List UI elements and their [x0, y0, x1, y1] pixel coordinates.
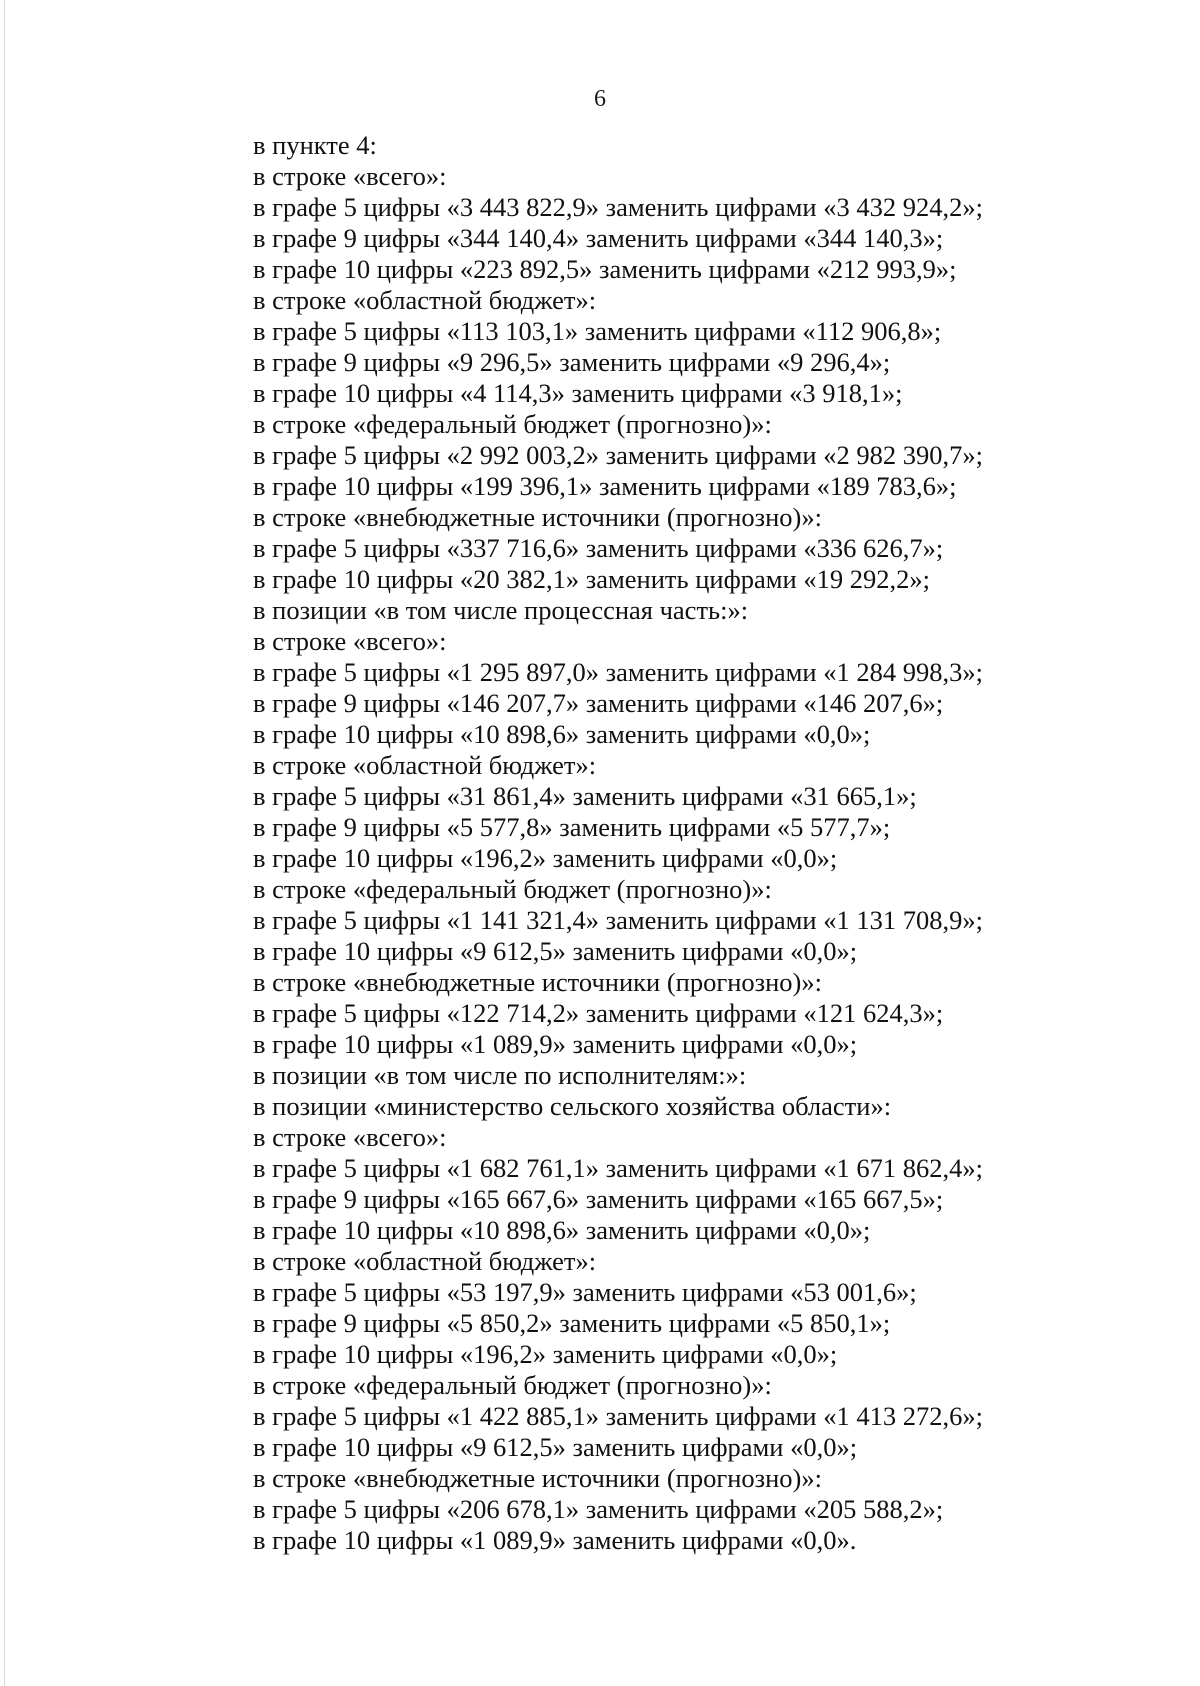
text-line: в строке «всего»:	[253, 161, 447, 191]
scan-edge-line	[4, 0, 5, 1686]
text-line: в графе 5 цифры «53 197,9» заменить цифрами «53 001,6»;	[253, 1277, 917, 1307]
text-line: в графе 10 цифры «1 089,9» заменить цифрами «0,0».	[253, 1525, 857, 1555]
text-line: в позиции «в том числе по исполнителям:»:	[253, 1060, 747, 1090]
text-line: в графе 10 цифры «9 612,5» заменить цифрами «0,0»;	[253, 936, 858, 966]
text-line: в графе 10 цифры «196,2» заменить цифрами «0,0»;	[253, 1339, 838, 1369]
text-line: в позиции «в том числе процессная часть:»:	[253, 595, 749, 625]
text-line: в графе 10 цифры «10 898,6» заменить цифрами «0,0»;	[253, 719, 871, 749]
text-line: в графе 9 цифры «344 140,4» заменить цифрами «344 140,3»;	[253, 223, 944, 253]
text-line: в графе 9 цифры «9 296,5» заменить цифрами «9 296,4»;	[253, 347, 891, 377]
text-line: в графе 5 цифры «113 103,1» заменить цифрами «112 906,8»;	[253, 316, 942, 346]
amendment-text	[253, 130, 1133, 1556]
text-line: в строке «внебюджетные источники (прогнозно)»:	[253, 1463, 822, 1493]
text-line: в графе 10 цифры «4 114,3» заменить цифрами «3 918,1»;	[253, 378, 903, 408]
text-line: в строке «областной бюджет»:	[253, 750, 597, 780]
text-line: в графе 5 цифры «1 141 321,4» заменить цифрами «1 131 708,9»;	[253, 905, 983, 935]
text-line: в графе 9 цифры «165 667,6» заменить цифрами «165 667,5»;	[253, 1184, 944, 1214]
text-line: в графе 5 цифры «1 682 761,1» заменить цифрами «1 671 862,4»;	[253, 1153, 983, 1183]
text-line: в графе 10 цифры «223 892,5» заменить цифрами «212 993,9»;	[253, 254, 957, 284]
text-line: в графе 10 цифры «1 089,9» заменить цифрами «0,0»;	[253, 1029, 858, 1059]
text-line: в графе 5 цифры «1 295 897,0» заменить цифрами «1 284 998,3»;	[253, 657, 983, 687]
text-line: в пункте 4:	[253, 130, 377, 160]
text-line: в строке «федеральный бюджет (прогнозно)»:	[253, 409, 772, 439]
page-number: 6	[594, 86, 606, 112]
text-line: в графе 5 цифры «31 861,4» заменить цифрами «31 665,1»;	[253, 781, 917, 811]
text-line: в графе 9 цифры «5 850,2» заменить цифрами «5 850,1»;	[253, 1308, 891, 1338]
text-line: в графе 10 цифры «9 612,5» заменить цифрами «0,0»;	[253, 1432, 858, 1462]
text-line: в графе 5 цифры «337 716,6» заменить цифрами «336 626,7»;	[253, 533, 944, 563]
text-line: в графе 10 цифры «10 898,6» заменить цифрами «0,0»;	[253, 1215, 871, 1245]
text-line: в строке «всего»:	[253, 1122, 447, 1152]
text-line: в графе 10 цифры «20 382,1» заменить цифрами «19 292,2»;	[253, 564, 930, 594]
text-line: в графе 9 цифры «5 577,8» заменить цифрами «5 577,7»;	[253, 812, 891, 842]
text-line: в графе 10 цифры «199 396,1» заменить цифрами «189 783,6»;	[253, 471, 957, 501]
text-line: в графе 9 цифры «146 207,7» заменить цифрами «146 207,6»;	[253, 688, 944, 718]
text-line: в строке «федеральный бюджет (прогнозно)»:	[253, 874, 772, 904]
text-line: в позиции «министерство сельского хозяйства области»:	[253, 1091, 892, 1121]
text-line: в графе 5 цифры «206 678,1» заменить цифрами «205 588,2»;	[253, 1494, 944, 1524]
text-line: в графе 5 цифры «122 714,2» заменить цифрами «121 624,3»;	[253, 998, 944, 1028]
text-line: в графе 5 цифры «2 992 003,2» заменить цифрами «2 982 390,7»;	[253, 440, 983, 470]
text-line: в строке «областной бюджет»:	[253, 1246, 597, 1276]
text-line: в строке «областной бюджет»:	[253, 285, 597, 315]
text-line: в графе 5 цифры «3 443 822,9» заменить цифрами «3 432 924,2»;	[253, 192, 983, 222]
text-line: в строке «внебюджетные источники (прогнозно)»:	[253, 502, 822, 532]
text-line: в строке «федеральный бюджет (прогнозно)»:	[253, 1370, 772, 1400]
text-line: в строке «внебюджетные источники (прогнозно)»:	[253, 967, 822, 997]
text-line: в графе 10 цифры «196,2» заменить цифрами «0,0»;	[253, 843, 838, 873]
text-line: в строке «всего»:	[253, 626, 447, 656]
text-line: в графе 5 цифры «1 422 885,1» заменить цифрами «1 413 272,6»;	[253, 1401, 983, 1431]
